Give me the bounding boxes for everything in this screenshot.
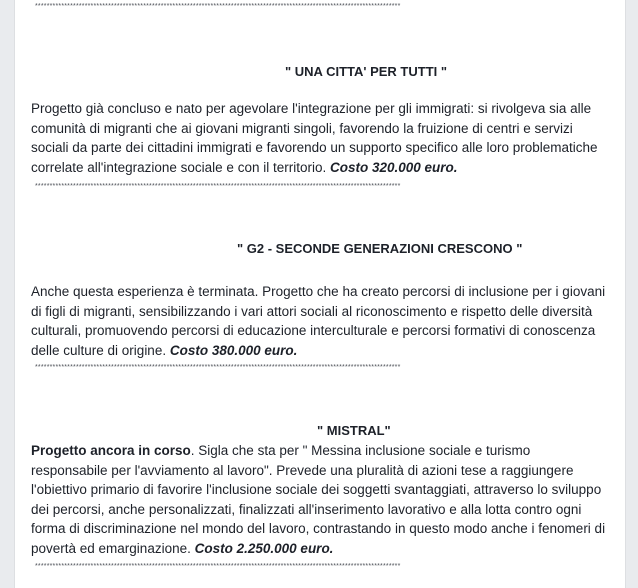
asterisk-separator: ***************************************************************************************************************************** [35, 563, 401, 570]
section-text: . Sigla che sta per " Messina inclusione sociale e turismo responsabile per l'avviamento al lavoro". Prevede una pluralità di azioni tese a raggiungere l'obiettivo primario di favorire l'inclusione sociale dei soggetti svantaggiati, attraverso lo sviluppo dei percorsi, anche personalizzati, finalizzati all'inserimento lavorativo e alla lotta contro ogni forma di discriminazione nel mondo del lavoro, contrastando in questo modo anche i fenomeri di povertà ed emarginazione. [31, 443, 606, 556]
section-title-g2: " G2 - SECONDE GENERAZIONI CRESCONO " [237, 241, 523, 256]
section-text: Anche questa esperienza è terminata. Progetto che ha creato percorsi di inclusione per i giovani di figli di migranti, sensibilizzando i vari attori sociali al riconoscimento e rispetto delle diversità culturali, promuovendo percorsi di educazione interculturale e percorsi formativi di conoscenza delle culture di origine. [31, 284, 606, 358]
section-body-g2 [31, 282, 606, 360]
section-title-mistral: " MISTRAL" [317, 423, 391, 438]
post-content [14, 0, 626, 588]
project-cost: Costo 380.000 euro. [169, 342, 298, 358]
asterisk-separator: ***************************************************************************************************************************** [35, 3, 401, 10]
asterisk-separator: ***************************************************************************************************************************** [35, 183, 401, 190]
asterisk-separator: ***************************************************************************************************************************** [35, 364, 401, 371]
project-cost: Costo 320.000 euro. [330, 159, 458, 175]
section-body-mistral [31, 441, 606, 558]
project-cost: Costo 2.250.000 euro. [194, 540, 334, 556]
section-text: Progetto già concluso e nato per agevolare l'integrazione per gli immigrati: si rivolgeva sia alle comunità di migranti che ai giovani migranti singoli, favorendo la fruizione di centri e servizi sociali da parte dei cittadini immigrati e favorendo un supporto specifico alle loro problematiche correlate all'integrazione sociale e con il territorio. [31, 101, 598, 175]
section-title-una-citta: " UNA CITTA' PER TUTTI " [285, 64, 448, 79]
section-body-una-citta [31, 99, 606, 177]
status-highlight: Progetto ancora in corso [31, 443, 191, 458]
